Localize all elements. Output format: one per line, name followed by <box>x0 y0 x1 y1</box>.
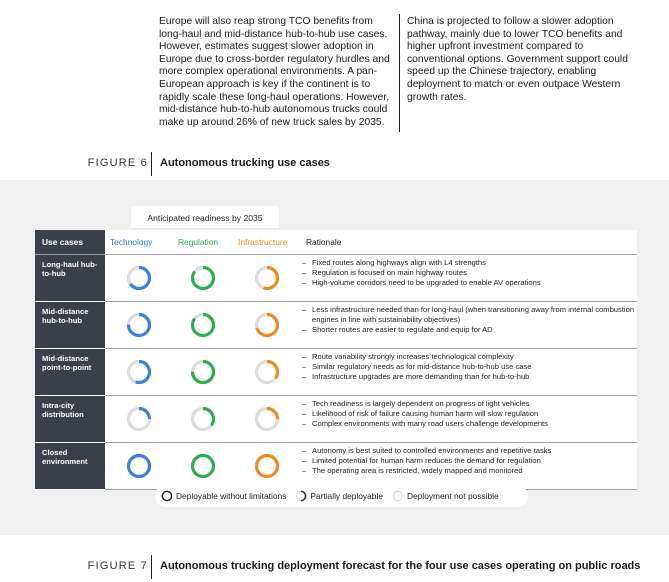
figure6-label: FIGURE 6 <box>87 157 148 169</box>
regulation-ring-icon <box>189 358 217 386</box>
rationale-item: – Regulation is focused on main highway routes <box>301 268 637 278</box>
rationale-list <box>301 446 637 475</box>
legend-none-label: Deployment not possible <box>406 491 499 501</box>
rationale-item: – Shorter routes are easier to regulate and equip for AD <box>301 325 637 335</box>
legend-none <box>392 490 499 502</box>
rationale-item: – Route variability strongly increases technological complexity <box>301 352 637 362</box>
use-case-name: Mid-distance point-to-point <box>35 349 105 396</box>
regulation-ring-icon <box>189 452 217 480</box>
regulation-readiness-ring <box>173 302 233 349</box>
col-regulation: Regulation <box>173 230 233 255</box>
technology-ring-icon <box>125 405 153 433</box>
rationale-cell <box>301 302 637 349</box>
legend-partial <box>295 490 383 502</box>
legend-full <box>161 490 286 502</box>
rationale-item: – Similar regulatory needs as for mid-distance hub-to-hub use case <box>301 362 637 372</box>
legend-partial-label: Partially deployable <box>310 491 383 501</box>
right-paragraph: China is projected to follow a slower adoption pathway, mainly due to lower TCO benefits and higher upfront investment compared to conventional options. Government support could speed up the Chinese trajectory, enabling deployment to match or even outpace Western growth rates. <box>407 16 628 103</box>
infrastructure-readiness-ring <box>233 349 301 396</box>
table-row <box>35 349 637 396</box>
infrastructure-ring-icon <box>253 405 281 433</box>
figure7-heading <box>0 555 669 579</box>
figure6-divider <box>151 152 152 176</box>
regulation-readiness-ring <box>173 349 233 396</box>
rationale-cell <box>301 349 637 396</box>
rationale-item: – Fixed routes along highways align with L4 strengths <box>301 258 637 268</box>
rationale-list <box>301 352 637 381</box>
table-body <box>35 255 637 490</box>
rationale-item: – Likelihood of risk of failure causing human harm will slow regulation <box>301 409 637 419</box>
column-divider <box>399 14 400 132</box>
use-case-name: Mid-distance hub-to-hub <box>35 302 105 349</box>
infrastructure-ring-icon <box>253 452 281 480</box>
technology-readiness-ring <box>105 443 173 490</box>
table-row <box>35 443 637 490</box>
figure6-title: Autonomous trucking use cases <box>160 157 330 169</box>
col-infrastructure: Infrastructure <box>233 230 301 255</box>
infrastructure-readiness-ring <box>233 255 301 302</box>
technology-readiness-ring <box>105 396 173 443</box>
rationale-cell <box>301 255 637 302</box>
legend-full-label: Deployable without limitations <box>176 491 287 501</box>
legend <box>155 485 528 507</box>
technology-ring-icon <box>125 358 153 386</box>
rationale-list <box>301 305 637 334</box>
figure6-heading <box>0 152 669 176</box>
regulation-ring-icon <box>189 311 217 339</box>
ring-progress <box>257 456 278 477</box>
rationale-item: – Limited potential for human harm reduces the demand for regulation <box>301 456 637 466</box>
figure7-title: Autonomous trucking deployment forecast for the four use cases operating on public roads <box>160 560 641 572</box>
ring-progress <box>129 456 150 477</box>
regulation-ring-icon <box>189 264 217 292</box>
rationale-item: – The operating area is restricted, widely mapped and monitored <box>301 466 637 476</box>
infrastructure-ring-icon <box>253 264 281 292</box>
empty-circle-icon <box>392 490 404 502</box>
use-cases-table <box>35 230 637 490</box>
use-case-name: Closed environment <box>35 443 105 490</box>
infrastructure-readiness-ring <box>233 396 301 443</box>
rationale-item: – Tech readiness is largely dependent on progress of light vehicles <box>301 399 637 409</box>
rationale-cell <box>301 443 637 490</box>
table-row <box>35 302 637 349</box>
infrastructure-ring-icon <box>253 311 281 339</box>
technology-ring-icon <box>125 311 153 339</box>
readiness-header: Anticipated readiness by 2035 <box>131 206 279 230</box>
table-row <box>35 396 637 443</box>
technology-readiness-ring <box>105 302 173 349</box>
technology-ring-icon <box>125 452 153 480</box>
figure7-divider <box>151 555 152 579</box>
col-use-cases: Use cases <box>35 230 105 255</box>
rationale-list <box>301 258 637 287</box>
technology-readiness-ring <box>105 255 173 302</box>
table-row <box>35 255 637 302</box>
rationale-item: – High-volume corridors need to be upgraded to enable AV operations <box>301 278 637 288</box>
use-case-name: Long-haul hub-to-hub <box>35 255 105 302</box>
table-header-row <box>35 230 637 255</box>
infrastructure-ring-icon <box>253 358 281 386</box>
use-case-name: Intra-city distribution <box>35 396 105 443</box>
regulation-ring-icon <box>189 405 217 433</box>
infrastructure-readiness-ring <box>233 443 301 490</box>
regulation-readiness-ring <box>173 255 233 302</box>
col-rationale: Rationale <box>301 230 637 255</box>
rationale-item: – Less infrastructure needed than for long-haul (when transitioning away from internal combustion engines in line with sustainability objectives) <box>301 305 637 325</box>
rationale-item: – Complex environments with many road users challenge developments <box>301 419 637 429</box>
left-paragraph: Europe will also reap strong TCO benefits from long-haul and mid-distance hub-to-hub use cases. However, estimates suggest slower adoption in Europe due to cross-border regulatory hurdles and more complex operational environments. A pan-European approach is key if the continent is to rapidly scale these long-haul operations. However, mid-distance hub-to-hub autonomous trucks could make up around 26% of new truck sales by 2035. <box>159 16 390 128</box>
col-technology: Technology <box>105 230 173 255</box>
rationale-list <box>301 399 637 428</box>
regulation-readiness-ring <box>173 443 233 490</box>
rationale-cell <box>301 396 637 443</box>
full-circle-icon <box>161 490 173 502</box>
ring-progress <box>193 456 214 477</box>
figure7-label: FIGURE 7 <box>87 560 148 572</box>
technology-readiness-ring <box>105 349 173 396</box>
rationale-item: – Infrastructure upgrades are more demanding than for hub-to-hub <box>301 372 637 382</box>
rationale-item: – Autonomy is best suited to controlled environments and repetitive tasks <box>301 446 637 456</box>
regulation-readiness-ring <box>173 396 233 443</box>
technology-ring-icon <box>125 264 153 292</box>
partial-circle-icon <box>295 490 307 502</box>
infrastructure-readiness-ring <box>233 302 301 349</box>
